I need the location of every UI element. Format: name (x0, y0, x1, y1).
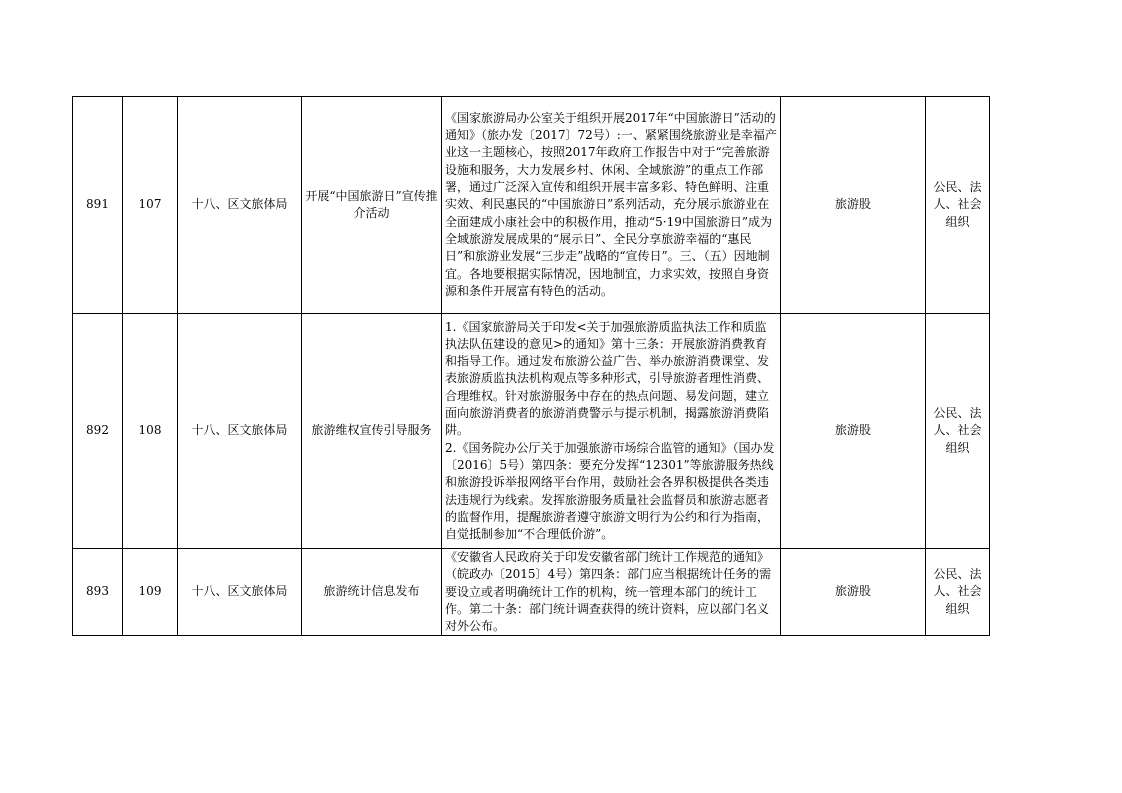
service-target-cell: 公民、法人、社会组织 (926, 314, 990, 549)
responsible-unit-cell: 旅游股 (781, 314, 926, 549)
item-no-cell: 109 (123, 549, 178, 636)
legal-basis-item: 1.《国家旅游局关于印发<关于加强旅游质监执法工作和质监执法队伍建设的意见>的通知》第十三条：开展旅游消费教育和指导工作。通过发布旅游公益广告、举办旅游消费课堂、发表旅游质监执法机构观点等多种形式，引导旅游者理性消费、合理维权。针对旅游服务中存在的热点问题、易发问题，建立面向旅游消费者的旅游消费警示与提示机制，揭露旅游消费陷阱。 (445, 319, 770, 438)
department-cell: 十八、区文旅体局 (178, 97, 302, 314)
item-name-cell: 开展“中国旅游日”宣传推介活动 (302, 97, 442, 314)
service-target-cell: 公民、法人、社会组织 (926, 549, 990, 636)
seq-cell: 892 (73, 314, 123, 549)
item-no-cell: 107 (123, 97, 178, 314)
legal-basis-cell: 《安徽省人民政府关于印发安徽省部门统计工作规范的通知》（皖政办〔2015〕4号）第四条：部门应当根据统计任务的需要设立或者明确统计工作的机构，统一管理本部门的统计工作。第二十条：部门统计调查获得的统计资料，应以部门名义对外公布。 (442, 549, 781, 636)
legal-basis-cell (442, 314, 781, 549)
item-name-cell: 旅游统计信息发布 (302, 549, 442, 636)
department-cell: 十八、区文旅体局 (178, 549, 302, 636)
table-row (73, 314, 990, 549)
table-row (73, 549, 990, 636)
seq-cell: 891 (73, 97, 123, 314)
item-name-cell: 旅游维权宣传引导服务 (302, 314, 442, 549)
responsible-unit-cell: 旅游股 (781, 97, 926, 314)
legal-basis-item: 2.《国务院办公厅关于加强旅游市场综合监管的通知》（国办发〔2016〕5号）第四条：要充分发挥“12301”等旅游服务热线和旅游投诉举报网络平台作用，鼓励社会各界积极提供各类违法违规行为线索。发挥旅游服务质量社会监督员和旅游志愿者的监督作用，提醒旅游者遵守旅游文明行为公约和行为指南，自觉抵制参加“不合理低价游”。 (445, 440, 775, 542)
item-no-cell: 108 (123, 314, 178, 549)
department-cell: 十八、区文旅体局 (178, 314, 302, 549)
service-target-cell: 公民、法人、社会组织 (926, 97, 990, 314)
legal-basis-cell: 《国家旅游局办公室关于组织开展2017年“中国旅游日”活动的通知》（旅办发〔2017〕72号）:一、紧紧围绕旅游业是幸福产业这一主题核心，按照2017年政府工作报告中对于“完善旅游设施和服务，大力发展乡村、休闲、全域旅游”的重点工作部署，通过广泛深入宣传和组织开展丰富多彩、特色鲜明、注重实效、利民惠民的“中国旅游日”系列活动，充分展示旅游业在全面建成小康社会中的积极作用，推动“5·19中国旅游日”成为全域旅游发展成果的“展示日”、全民分享旅游幸福的“惠民日”和旅游业发展“三步走”战略的“宣传日”。三、（五）因地制宜。各地要根据实际情况，因地制宜，力求实效，按照自身资源和条件开展富有特色的活动。 (442, 97, 781, 314)
seq-cell: 893 (73, 549, 123, 636)
service-items-table (72, 96, 990, 636)
responsible-unit-cell: 旅游股 (781, 549, 926, 636)
table-row (73, 97, 990, 314)
